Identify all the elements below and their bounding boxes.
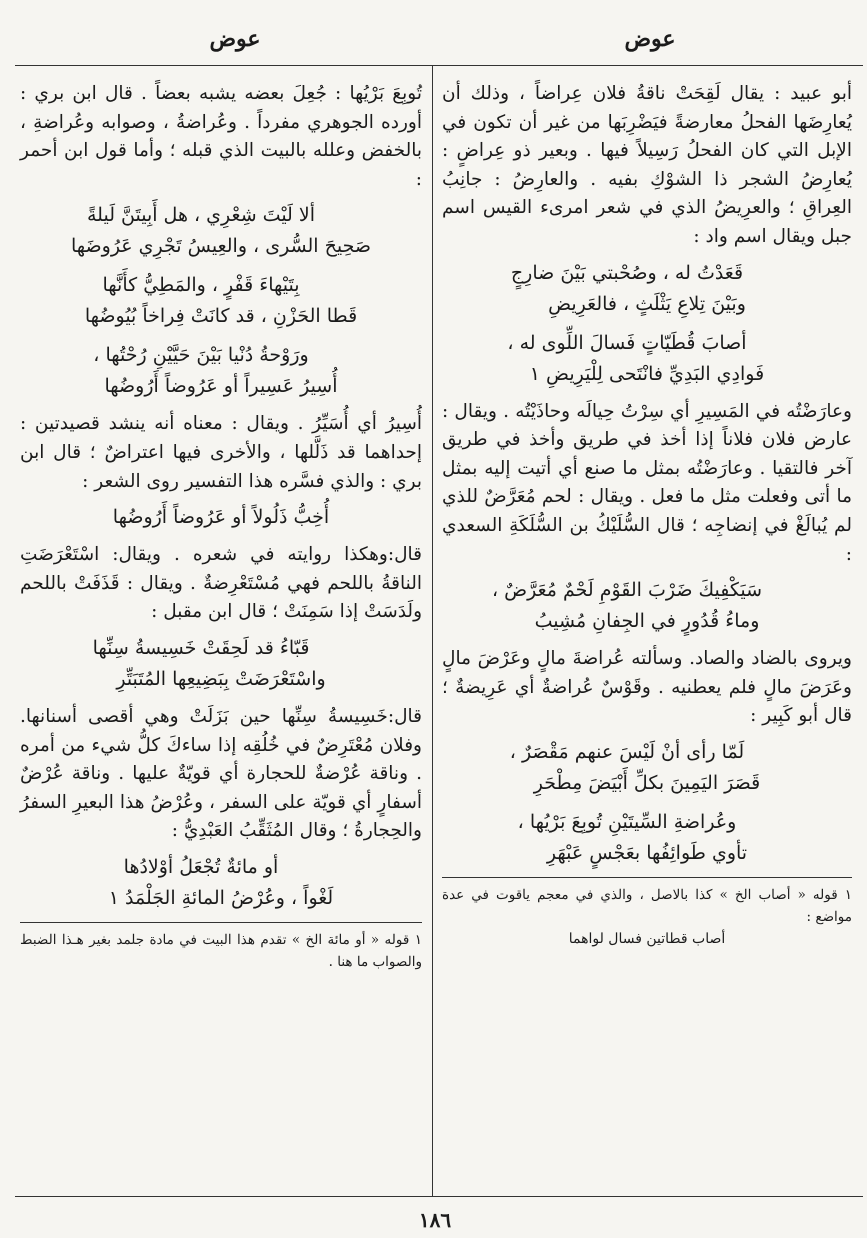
verse-block xyxy=(20,340,422,402)
verse-line: وعُراضةِ السِّيتَيْنِ تُوبِعَ بَرْيُها ، xyxy=(517,810,737,833)
entry-paragraph: أُسِيرُ أي أُسَيِّرُ . ويقال : معناه أنه ينشد قصيدتين : إحداهما قد ذَلَّلها ، والأخرى فيها اعتراضٌ ؛ قال ابن بري : والذي فسَّره هذا التفسير روى الشعر : xyxy=(20,413,422,492)
left-column xyxy=(20,80,422,973)
verse-line: قَبّاءُ قد لَحِقَتْ خَسِيسةُ سِنِّها xyxy=(92,636,310,659)
verse-line: أصابَ قُطَيّاتٍ فَسالَ اللِّوى له ، xyxy=(507,331,747,354)
entry-paragraph: تُوبِعَ بَرْيُها : جُعِلَ بعضه يشبه بعضاً . قال ابن بري : أورده الجوهري مفرداً . وعُراضةُ ، وصوابه وعُراضةِ ، بالخفض وعلله بالبيت الذي قبله ؛ وأما قول ابن أحمر : xyxy=(20,83,422,190)
entry-paragraph: أبو عبيد : يقال لَقِحَتْ ناقةُ فلان عِراضاً ، وذلك أن يُعارِضَها الفحلُ معارضةً فيَضْرِبَها من غير أن تكون في الإبل التي كان الفحلُ رَسِيلاً فيها . وبعير ذو عِراضٍ : يُعارِضُ الشجر ذا الشوْكِ بفيه . والعارِضُ : جانِبُ العِراقِ ؛ والعرِيضُ الذي في شعر امرىء القيس اسم جبل ويقال اسم واد : xyxy=(442,83,852,247)
verse-block xyxy=(442,258,852,320)
entry-paragraph: قال:وهكذا روايته في شعره . ويقال: اسْتَعْرَضَتِ الناقةُ باللحم فهي مُسْتَعْرِضةٌ . ويقال : قَذَفَتْ باللحم ولَدَسَتْ إذا سَمِنَتْ ؛ قال ابن مقبل : xyxy=(20,544,422,623)
verse-line: سَيَكْفِيكَ ضَرْبَ القَوْمِ لَحْمٌ مُعَرَّضٌ ، xyxy=(491,579,763,602)
verse-block xyxy=(442,328,852,390)
verse-line: أُخِبُّ ذَلُولاً أو عَرُوضاً أَرُوضُها xyxy=(112,506,330,529)
verse-line: واسْتَعْرَضَتْ بِبَضِيعِها المُتَبَتِّرِ xyxy=(116,667,326,690)
verse-block xyxy=(20,852,422,914)
verse-line: أو مائةٌ تُجْعَلُ أوْلادُها xyxy=(123,855,279,878)
verse-line: لَغْواً ، وعُرْضُ المائةِ الجَلْمَدُ ١ xyxy=(108,886,334,909)
right-column xyxy=(442,80,852,950)
running-header-left: عوض xyxy=(209,26,261,52)
footnote xyxy=(442,884,852,950)
footnote-text: ١ قوله « أصاب الخ » كذا بالاصل ، والذي في معجم ياقوت في عدة مواضع : xyxy=(442,886,852,925)
running-header-right: عوض xyxy=(624,26,676,52)
verse-line: قَعَدْتُ له ، وصُحْبتي بَيْنَ ضارِجٍ xyxy=(510,261,744,284)
verse-line: ألا لَيْتَ شِعْرِي ، هل أَبِيتَنَّ لَيلةً xyxy=(86,204,315,227)
verse-block xyxy=(442,737,852,799)
header-rule xyxy=(15,65,863,66)
verse-line: وبَيْنَ تِلاعِ يَثْلَثٍ ، فالعَرِيضِ xyxy=(548,292,746,315)
footnote xyxy=(20,929,422,973)
footer-rule xyxy=(15,1196,863,1197)
verse-line: صَحِيحَ السُّرى ، والعِيسُ تَجْرِي عَرُوضَها xyxy=(70,235,372,258)
footnote-rule xyxy=(20,922,422,923)
footnote-rule xyxy=(442,877,852,878)
verse-line: قَصَرَ اليَمِينَ بكلِّ أَبْيَضَ مِطْحَرِ xyxy=(533,771,761,794)
verse-block xyxy=(20,502,422,533)
verse-block xyxy=(20,633,422,695)
verse-line: ورَوْحةُ دُنْيا بَيْنَ حَيَّيْنِ رُحْتُها ، xyxy=(93,344,309,367)
verse-block xyxy=(442,807,852,869)
verse-line: فَوادِي البَدِيِّ فانْتَحى لِلْيَرِيضِ ١ xyxy=(529,362,765,385)
entry-paragraph: ويروى بالضاد والصاد. وسألته عُراضةَ مالٍ وعَرْضَ مالٍ وعَرَضَ مالٍ فلم يعطنيه . وقَوْسٌ عُراضةٌ أي عَرِيضةٌ ؛ قال أبو كَبِير : xyxy=(442,648,852,727)
verse-line: تأوي طَوائِفُها بعَجْسٍ عَبْهَرِ xyxy=(546,841,748,864)
verse-block xyxy=(20,200,422,262)
footnote-text: ١ قوله « أو مائة الخ » تقدم هذا البيت في مادة جلمد بغير هـذا الضبط والصواب ما هنا . xyxy=(20,931,422,970)
footnote-verse: أصاب قطاتين فسال لواهما xyxy=(568,930,726,947)
verse-line: لَمّا رأى أنْ لَيْسَ عنهم مَقْصَرٌ ، xyxy=(509,740,745,763)
entry-paragraph: قال:خَسِيسةُ سِنِّها حين بَزَلَتْ وهي أقصى أسنانها. وفلان مُعْتَرِضٌ في خُلُقِه إذا ساءكَ كلُّ شيء من أمره . وناقة عُرْضةٌ للحجارة أي قويّةٌ عليها . وناقة عُرْضٌ أسفارٍ أي قويّة على السفر ، وعُرْضُ هذا البعيرِ السفرُ والحِجارةُ ؛ وقال المُثَقِّبُ العَبْدِيُّ : xyxy=(20,705,422,842)
verse-line: بِتَيْهاءَ قَفْرٍ ، والمَطِيُّ كأَنَّها xyxy=(102,274,300,297)
verse-block xyxy=(442,575,852,637)
verse-line: قَطا الحَزْنِ ، قد كانَتْ فِراخاً بُيُوضُها xyxy=(84,305,358,328)
page-number: ١٨٦ xyxy=(418,1208,452,1232)
entry-paragraph: وعارَضْتُه في المَسِيرِ أي سِرْتُ حِيالَه وحاذَيْتُه . ويقال : عارض فلان فلاناً إذا أخذ في طريق وأخذ في طريق آخر فالتقيا . وعارَضْتُه بمثل ما صنع أي أتيت إليه بمثل ما أتى وفعلت مثل ما فعل . ويقال : لحم مُعَرَّضٌ للذي لم يُبالَغْ في إنضاجِه ؛ قال السُّلَيْكُ بن السُّلَكَةِ السعدي : xyxy=(442,400,852,565)
verse-block xyxy=(20,270,422,332)
verse-line: أُسِيرُ عَسِيراً أو عَرُوضاً أَرُوضُها xyxy=(104,375,338,398)
column-divider xyxy=(432,66,433,1196)
verse-line: وماءُ قُدُورٍ في الجِفانِ مُشِيبُ xyxy=(534,610,760,633)
